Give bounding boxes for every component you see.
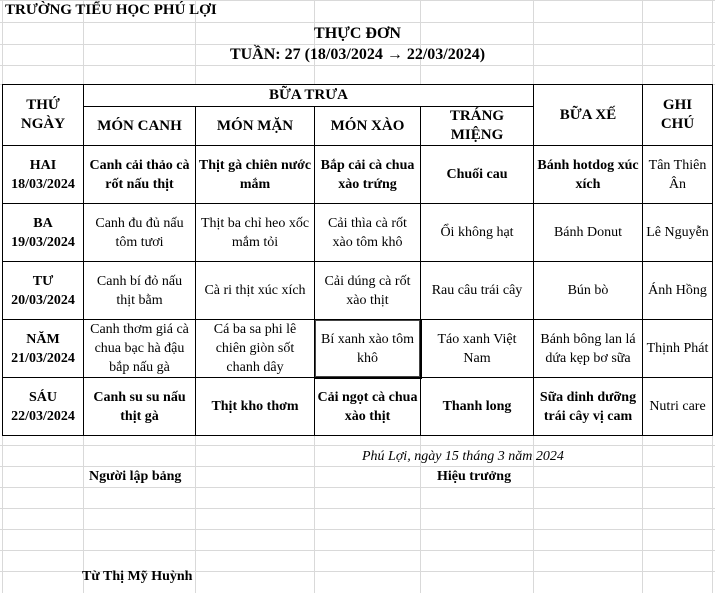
preparer-name: Từ Thị Mỹ Huỳnh [82,569,193,584]
stir-fry-cell-selected[interactable]: Bí xanh xào tôm khô [315,320,421,378]
preparer-label: Người lập bảng [89,469,182,484]
dessert-cell[interactable]: Táo xanh Việt Nam [421,320,534,378]
soup-cell[interactable]: Canh thơm giá cà chua bạc hà đậu bắp nấu gà [84,320,196,378]
day-cell[interactable]: BA 19/03/2024 [3,204,84,262]
salty-cell[interactable]: Cá ba sa phi lê chiên giòn sốt chanh dây [196,320,315,378]
day-cell[interactable]: NĂM 21/03/2024 [3,320,84,378]
week-label: TUẦN: 27 (18/03/2024 → 22/03/2024) [229,46,486,63]
soup-cell[interactable]: Canh cải thảo cà rốt nấu thịt [84,146,196,204]
salty-cell[interactable]: Thịt kho thơm [196,378,315,436]
note-cell[interactable]: Lê Nguyễn [643,204,713,262]
note-header[interactable]: GHI CHÚ [643,85,713,146]
note-cell[interactable]: Tân Thiên Ân [643,146,713,204]
day-cell[interactable]: TƯ 20/03/2024 [3,262,84,320]
note-cell[interactable]: Ánh Hồng [643,262,713,320]
dessert-cell[interactable]: Chuối cau [421,146,534,204]
place-date: Phú Lợi, ngày 15 tháng 3 năm 2024 [362,449,564,464]
note-cell[interactable]: Thịnh Phát [643,320,713,378]
salty-cell[interactable]: Thịt gà chiên nước mắm [196,146,315,204]
stir-fry-cell[interactable]: Cải thìa cà rốt xào tôm khô [315,204,421,262]
principal-label: Hiệu trưởng [437,469,512,484]
day-header[interactable]: THỨ NGÀY [3,85,84,146]
note-cell[interactable]: Nutri care [643,378,713,436]
dessert-header[interactable]: TRÁNG MIỆNG [421,107,534,146]
salty-header[interactable]: MÓN MẶN [196,107,315,146]
dessert-cell[interactable]: Rau câu trái cây [421,262,534,320]
soup-cell[interactable]: Canh su su nấu thịt gà [84,378,196,436]
snack-cell[interactable]: Bún bò [534,262,643,320]
day-cell[interactable]: HAI 18/03/2024 [3,146,84,204]
table-row [3,262,713,320]
stir-fry-cell[interactable]: Bắp cải cà chua xào trứng [315,146,421,204]
snack-cell[interactable]: Bánh Donut [534,204,643,262]
snack-header[interactable]: BỮA XẾ [534,85,643,146]
table-row [3,204,713,262]
stir-fry-cell[interactable]: Cải dúng cà rốt xào thịt [315,262,421,320]
snack-cell[interactable]: Sữa dinh dưỡng trái cây vị cam [534,378,643,436]
soup-cell[interactable]: Canh bí đỏ nấu thịt bằm [84,262,196,320]
menu-table [2,84,713,436]
salty-cell[interactable]: Thịt ba chỉ heo xốc mắm tỏi [196,204,315,262]
day-cell[interactable]: SÁU 22/03/2024 [3,378,84,436]
menu-title: THỰC ĐƠN [314,25,401,42]
snack-cell[interactable]: Bánh hotdog xúc xích [534,146,643,204]
lunch-header[interactable]: BỮA TRƯA [84,85,534,107]
soup-header[interactable]: MÓN CANH [84,107,196,146]
dessert-cell[interactable]: Ổi không hạt [421,204,534,262]
snack-cell[interactable]: Bánh bông lan lá dứa kẹp bơ sữa [534,320,643,378]
header-row-1 [3,85,713,107]
table-row [3,378,713,436]
stir-fry-cell[interactable]: Cải ngọt cà chua xào thịt [315,378,421,436]
dessert-cell[interactable]: Thanh long [421,378,534,436]
soup-cell[interactable]: Canh đu đủ nấu tôm tươi [84,204,196,262]
table-row [3,146,713,204]
school-name: TRƯỜNG TIỂU HỌC PHÚ LỢI [5,2,217,18]
table-row [3,320,713,378]
salty-cell[interactable]: Cà ri thịt xúc xích [196,262,315,320]
stir-fry-header[interactable]: MÓN XÀO [315,107,421,146]
